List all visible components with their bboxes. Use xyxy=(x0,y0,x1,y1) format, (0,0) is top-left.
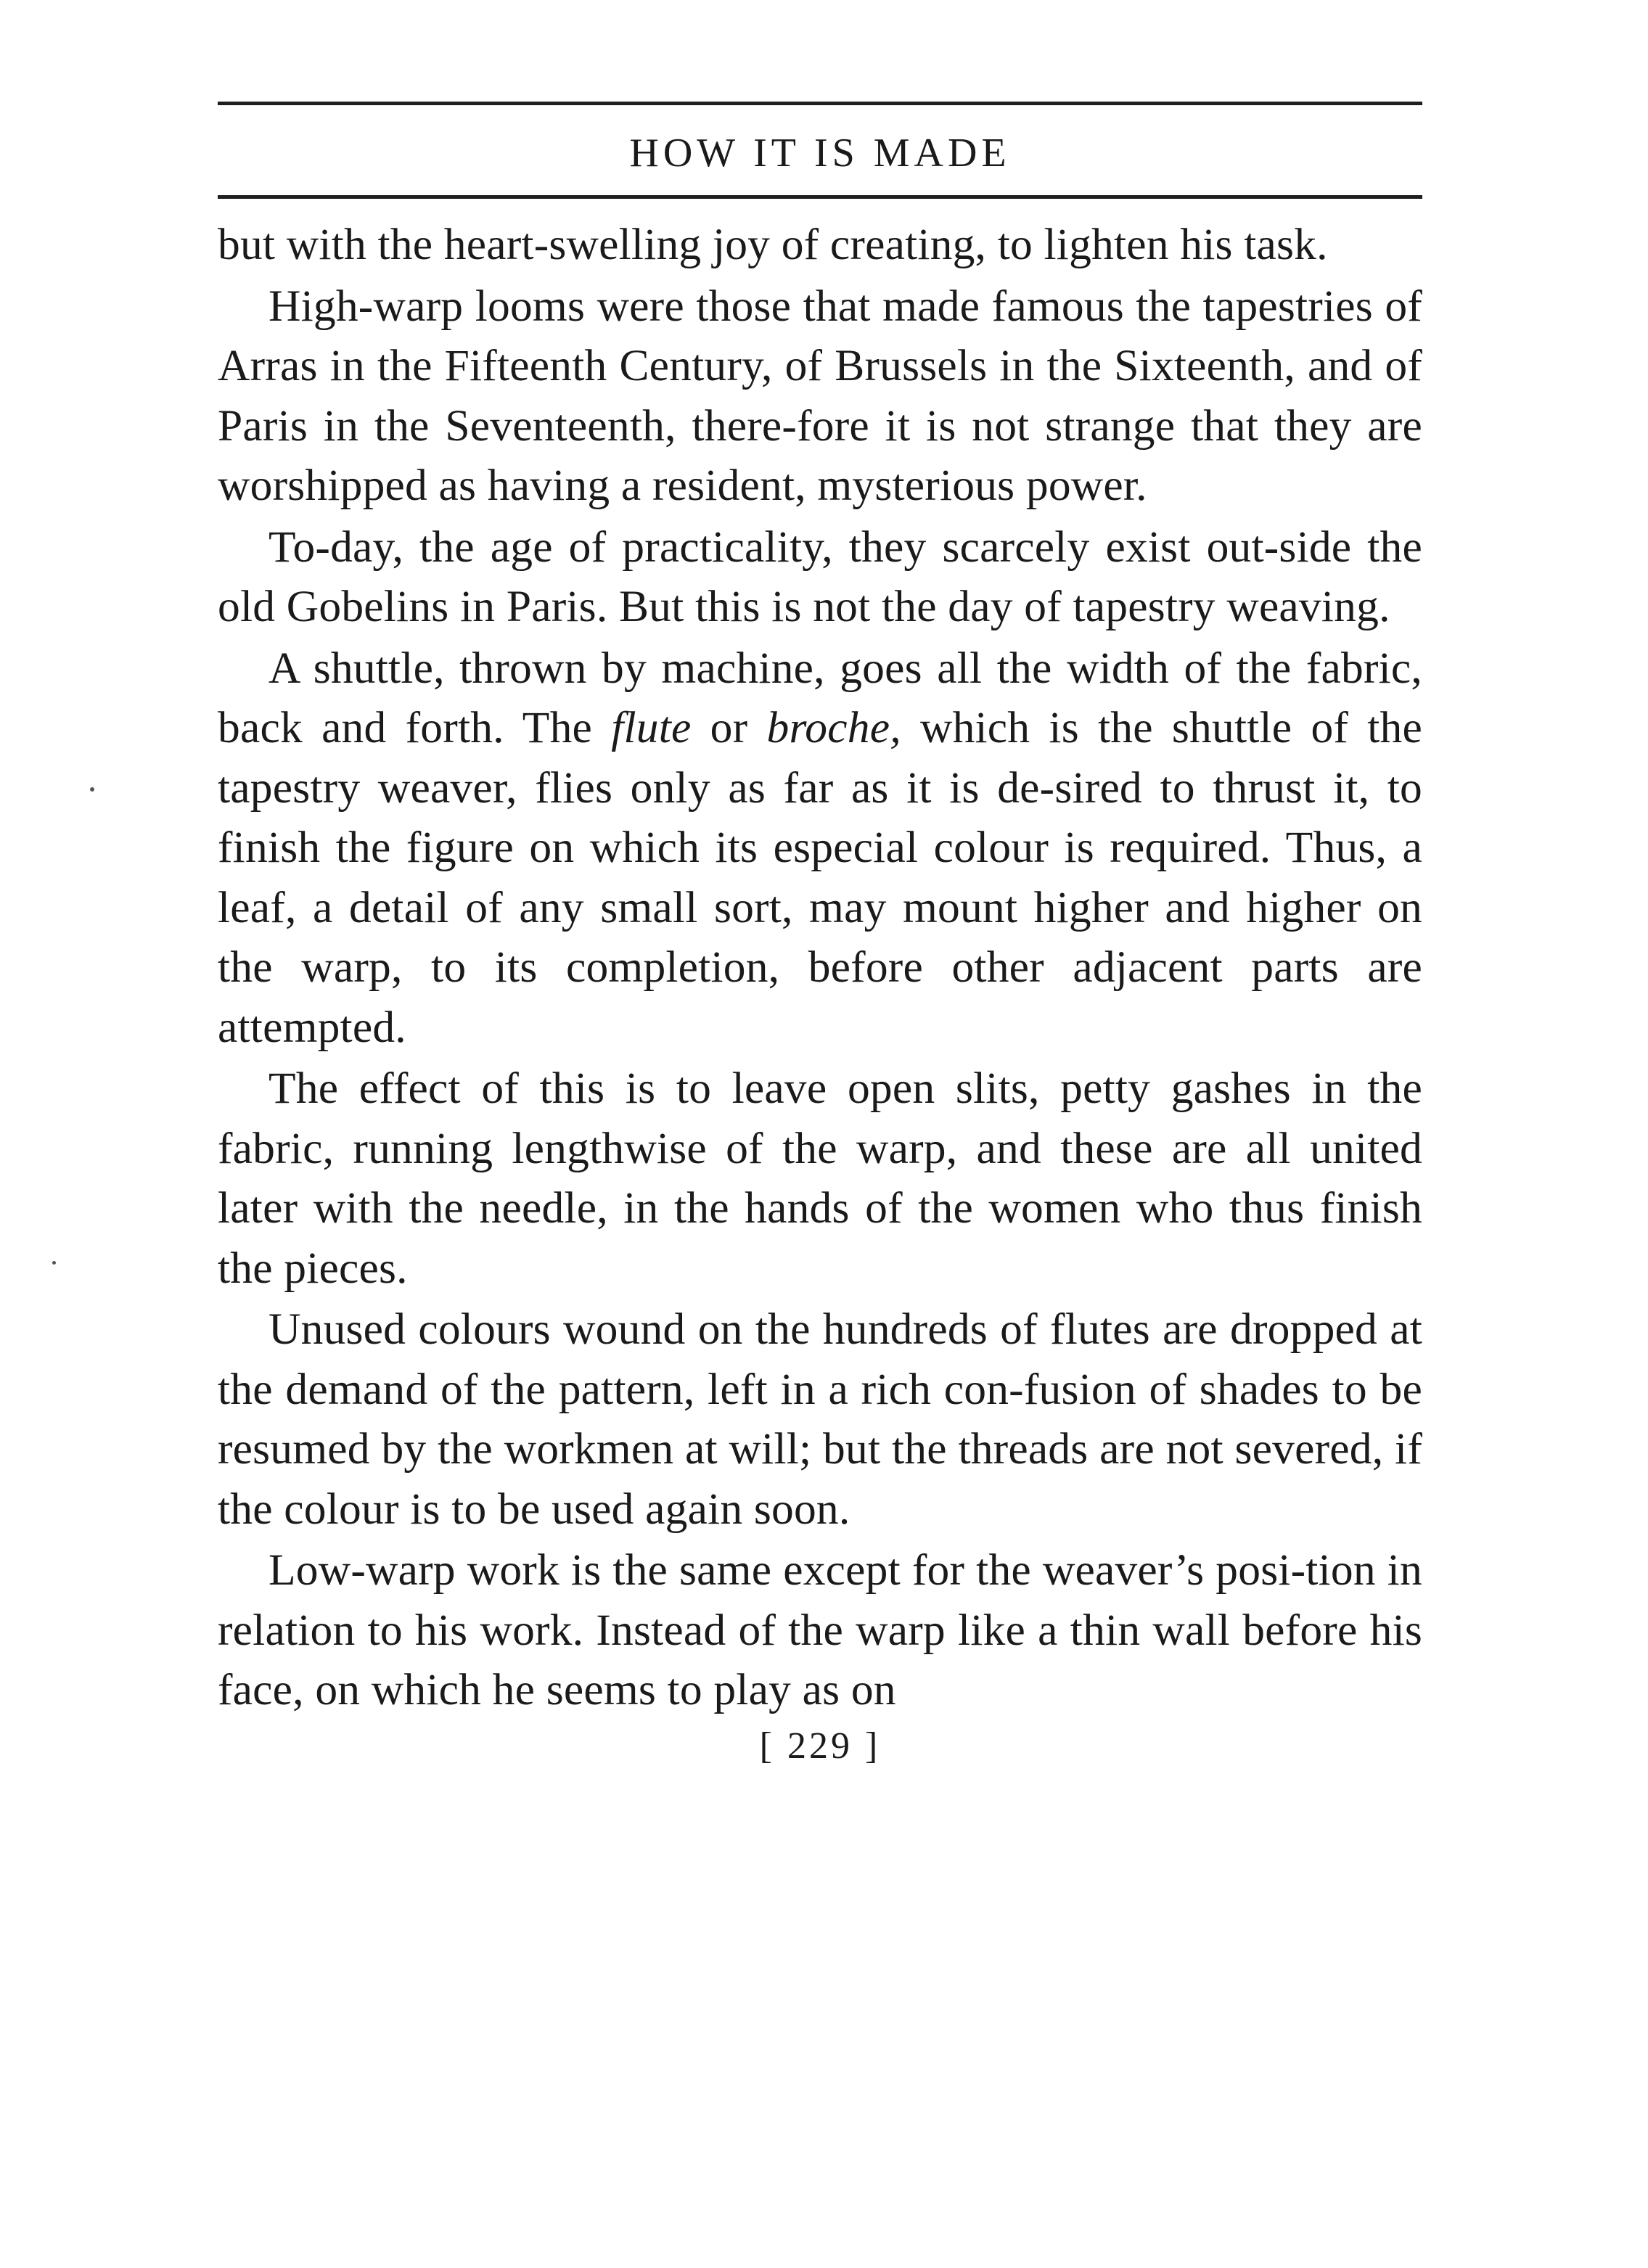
header-bottom-rule xyxy=(218,195,1422,199)
page-number: [ 229 ] xyxy=(759,1725,881,1767)
paragraph: Unused colours wound on the hundreds of flutes are dropped at the demand of the pattern, left in a rich con-fusion of shades to be resumed by the workmen at will; but the threads are not severed, if the colour is to be used again soon. xyxy=(218,1304,1422,1534)
italic-term: broche, xyxy=(766,703,901,752)
paragraph-segment: or xyxy=(691,703,767,752)
italic-term: flute xyxy=(611,703,692,752)
book-page xyxy=(218,102,1422,1768)
body-text xyxy=(218,215,1422,1720)
scan-speck xyxy=(52,1261,56,1265)
paragraph: High-warp looms were those that made famous the tapestries of Arras in the Fifteenth Century, of Brussels in the Sixteenth, and of Paris in the Seventeenth, there-fore it is not strange that they are worshipped as having a resident, mysterious power. xyxy=(218,281,1422,510)
paragraph-segment: which is the shuttle of the tapestry weaver, flies only as far as it is de-sired to thrust it, to finish the figure on which its especial colour is required. Thus, a leaf, a detail of any small sort, may mount higher and higher on the warp, to its completion, before other adjacent parts are attempted. xyxy=(218,703,1423,1052)
running-head-title: HOW IT IS MADE xyxy=(629,131,1011,176)
scan-speck xyxy=(90,787,94,792)
paragraph: but with the heart-swelling joy of creating, to lighten his task. xyxy=(218,220,1328,269)
paragraph xyxy=(218,638,1422,1058)
paragraph: To-day, the age of practicality, they scarcely exist out-side the old Gobelins in Paris. But this is not the day of tapestry weaving. xyxy=(218,522,1422,631)
paragraph: The effect of this is to leave open slits, petty gashes in the fabric, running lengthwise of the warp, and these are all united later with the needle, in the hands of the women who thus finish the pieces. xyxy=(218,1064,1422,1293)
paragraph: Low-warp work is the same except for the weaver’s posi-tion in relation to his work. Instead of the warp like a thin wall before his face, on which he seems to play as on xyxy=(218,1545,1422,1714)
paragraph-segment: A shuttle, thrown by machine, goes all the width of the fabric, back and forth. The xyxy=(218,643,1422,752)
